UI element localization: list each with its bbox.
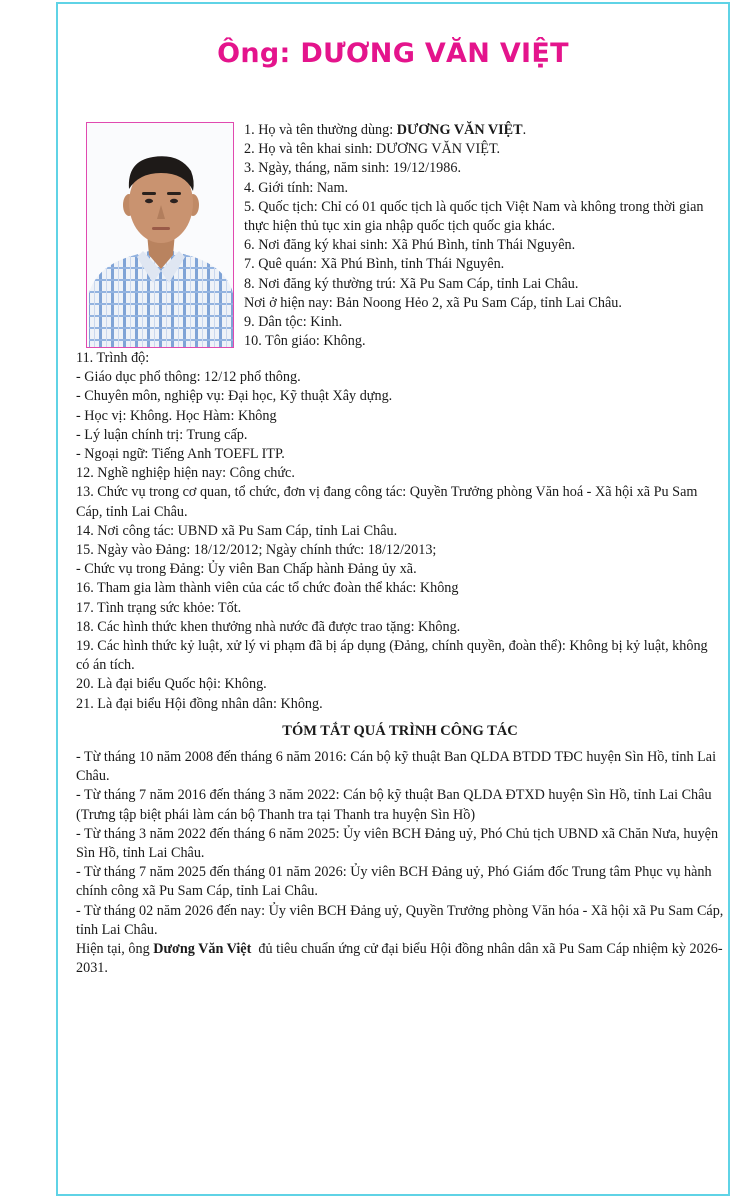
main-info-list — [76, 349, 724, 979]
main-item-party-position: - Chức vụ trong Đảng: Ủy viên Ban Chấp hành Đảng ủy xã. — [76, 561, 417, 578]
main-item-20: 20. Là đại biểu Quốc hội: Không. — [76, 676, 267, 693]
page-title: Ông: DƯƠNG VĂN VIỆT — [217, 38, 569, 69]
personal-info-list — [244, 121, 722, 351]
info-item-9: 9. Dân tộc: Kinh. — [244, 314, 343, 331]
info-item-8: 8. Nơi đăng ký thường trú: Xã Pu Sam Cáp, tỉnh Lai Châu. — [244, 275, 579, 292]
main-item-specialty: - Chuyên môn, nghiệp vụ: Đại học, Kỹ thuật Xây dựng. — [76, 388, 393, 405]
main-item-14: 14. Nơi công tác: UBND xã Pu Sam Cáp, tỉnh Lai Châu. — [76, 522, 398, 539]
work-history-item: - Từ tháng 02 năm 2026 đến nay: Ủy viên BCH Đảng uỷ, Quyền Trưởng phòng Văn hóa - Xã hội xã Pu Sam Cáp, tỉnh Lai Châu. — [76, 902, 724, 938]
main-item-education: - Giáo dục phổ thông: 12/12 phổ thông. — [76, 369, 301, 386]
portrait-photo — [86, 122, 234, 348]
info-item-10: 10. Tôn giáo: Không. — [244, 333, 366, 350]
info-item-current-residence: Nơi ở hiện nay: Bản Noong Hẻo 2, xã Pu Sam Cáp, tỉnh Lai Châu. — [244, 294, 622, 311]
main-item-19: 19. Các hình thức kỷ luật, xử lý vi phạm đã bị áp dụng (Đảng, chính quyền, đoàn thể): Không bị kỷ luật, không có án tích. — [76, 638, 708, 674]
info-item-2: 2. Họ và tên khai sinh: DƯƠNG VĂN VIỆT. — [244, 141, 501, 158]
main-item-13: 13. Chức vụ trong cơ quan, tổ chức, đơn vị đang công tác: Quyền Trưởng phòng Văn hoá - Xã hội xã Pu Sam Cáp, tỉnh Lai Châu. — [76, 484, 698, 520]
work-history-item: - Từ tháng 7 năm 2016 đến tháng 3 năm 2022: Cán bộ kỹ thuật Ban QLDA ĐTXD huyện Sìn Hồ, tỉnh Lai Châu (Trưng tập biệt phái làm cán bộ Thanh tra tại Thanh tra huyện Sìn Hồ) — [76, 787, 712, 823]
info-item-6: 6. Nơi đăng ký khai sinh: Xã Phú Bình, tỉnh Thái Nguyên. — [244, 237, 576, 254]
info-item-1: 1. Họ và tên thường dùng: DƯƠNG VĂN VIỆT. — [244, 122, 527, 138]
main-item-21: 21. Là đại biểu Hội đồng nhân dân: Không. — [76, 695, 323, 712]
section-title: TÓM TẮT QUÁ TRÌNH CÔNG TÁC — [282, 722, 518, 739]
work-history-item: - Từ tháng 3 năm 2022 đến tháng 6 năm 2025: Ủy viên BCH Đảng uỷ, Phó Chủ tịch UBND xã Chăn Nưa, huyện Sìn Hồ, tỉnh Lai Châu. — [76, 825, 719, 862]
work-history-item: - Từ tháng 10 năm 2008 đến tháng 6 năm 2016: Cán bộ kỹ thuật Ban QLDA BTDD TĐC huyện Sìn Hồ, tỉnh Lai Châu. — [76, 749, 717, 785]
info-item-4: 4. Giới tính: Nam. — [244, 179, 349, 196]
info-item-3: 3. Ngày, tháng, năm sinh: 19/12/1986. — [244, 160, 461, 177]
conclusion: Hiện tại, ông Dương Văn Việt đủ tiêu chuẩn ứng cử đại biểu Hội đồng nhân dân xã Pu Sam Cáp nhiệm kỳ 2026-2031. — [76, 941, 723, 977]
info-item-5: 5. Quốc tịch: Chỉ có 01 quốc tịch là quốc tịch Việt Nam và không trong thời gian thực hiện thủ tục xin gia nhập quốc tịch quốc gia khác. — [244, 198, 704, 235]
main-item-degree: - Học vị: Không. Học Hàm: Không — [76, 407, 277, 424]
info-item-7: 7. Quê quán: Xã Phú Bình, tỉnh Thái Nguyên. — [244, 256, 505, 273]
work-history-item: - Từ tháng 7 năm 2025 đến tháng 01 năm 2026: Ủy viên BCH Đảng uỷ, Phó Giám đốc Trung tâm Phục vụ hành chính công xã Pu Sam Cáp, tỉnh Lai Châu. — [76, 864, 712, 900]
document-frame — [56, 2, 730, 1196]
main-item-16: 16. Tham gia làm thành viên của các tổ chức đoàn thể khác: Không — [76, 580, 459, 597]
main-item-language: - Ngoại ngữ: Tiếng Anh TOEFL ITP. — [76, 446, 285, 463]
main-item-11: 11. Trình độ: — [76, 350, 150, 366]
main-item-18: 18. Các hình thức khen thưởng nhà nước đã được trao tặng: Không. — [76, 618, 461, 635]
main-item-political-theory: - Lý luận chính trị: Trung cấp. — [76, 426, 248, 443]
main-item-17: 17. Tình trạng sức khỏe: Tốt. — [76, 599, 242, 616]
main-item-15: 15. Ngày vào Đảng: 18/12/2012; Ngày chính thức: 18/12/2013; — [76, 542, 437, 559]
main-item-12: 12. Nghề nghiệp hiện nay: Công chức. — [76, 465, 295, 482]
